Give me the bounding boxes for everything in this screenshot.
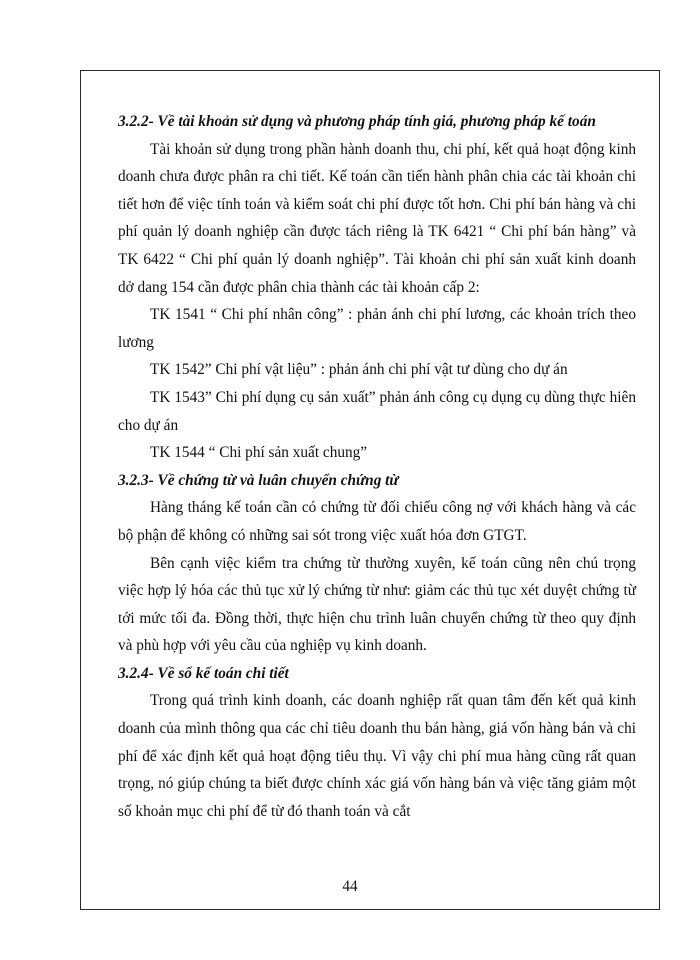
section-heading-3-2-2: 3.2.2- Về tài khoản sử dụng và phương pháp tính giá, phương pháp kế toán bbox=[118, 113, 596, 130]
paragraph-tk-1543: TK 1543” Chi phí dụng cụ sản xuất” phản ánh công cụ dụng cụ dùng thực hiên cho dự án bbox=[118, 388, 636, 434]
paragraph-accounts: Tài khoản sử dụng trong phần hành doanh thu, chi phí, kết quả hoạt động kinh doanh chưa được phân ra chi tiết. Kế toán cần tiến hành phân chia các tài khoản chi tiết hơn để việc tính toán và kiểm soát chi phí được tốt hơn. Chi phí bán hàng và chi phí quản lý doanh nghiệp cần được tách riêng là TK 6421 “ Chi phí bán hàng” và TK 6422 “ Chi phí quản lý doanh nghiệp”. Tài khoản chi phí sản xuất kinh doanh dở dang 154 cần được phân chia thành các tài khoản cấp 2: bbox=[118, 140, 636, 296]
paragraph-detail-ledger: Trong quá trình kinh doanh, các doanh nghiệp rất quan tâm đến kết quả kinh doanh của mình thông qua các chỉ tiêu doanh thu bán hàng, giá vốn hàng bán và chi phí để xác định kết quả hoạt động tiêu thụ. Vì vậy chi phí mua hàng cũng rất quan trọng, nó giúp chúng ta biết được chính xác giá vốn hàng bán và việc tăng giảm một số khoản mục chi phí để từ đó thanh toán và cắt bbox=[118, 692, 636, 820]
section-heading-3-2-3: 3.2.3- Về chứng từ và luân chuyển chứng từ bbox=[118, 471, 399, 489]
document-body bbox=[118, 108, 636, 825]
paragraph-tk-1541: TK 1541 “ Chi phí nhân công” : phản ánh chi phí lương, các khoản trích theo lương bbox=[118, 306, 636, 351]
paragraph-document-flow: Bên cạnh việc kiểm tra chứng từ thường xuyên, kế toán cũng nên chú trọng việc hợp lý hóa các thủ tục xử lý chứng từ như: giảm các thủ tục xét duyệt chứng từ tới mức tối đa. Đồng thời, thực hiện chu trình luân chuyển chứng từ theo quy định và phù hợp với yêu cầu của nghiệp vụ kinh doanh. bbox=[118, 554, 636, 655]
paragraph-reconciliation: Hàng tháng kế toán cần có chứng từ đối chiếu công nợ với khách hàng và các bộ phận để không có những sai sót trong việc xuất hóa đơn GTGT. bbox=[118, 499, 636, 544]
page-number: 44 bbox=[342, 878, 358, 895]
section-heading-3-2-4: 3.2.4- Về sổ kế toán chi tiết bbox=[118, 664, 289, 682]
paragraph-tk-1542: TK 1542” Chi phí vật liệu” : phản ánh chi phí vật tư dùng cho dự án bbox=[150, 361, 568, 379]
paragraph-tk-1544: TK 1544 “ Chi phí sản xuất chung” bbox=[150, 444, 368, 462]
